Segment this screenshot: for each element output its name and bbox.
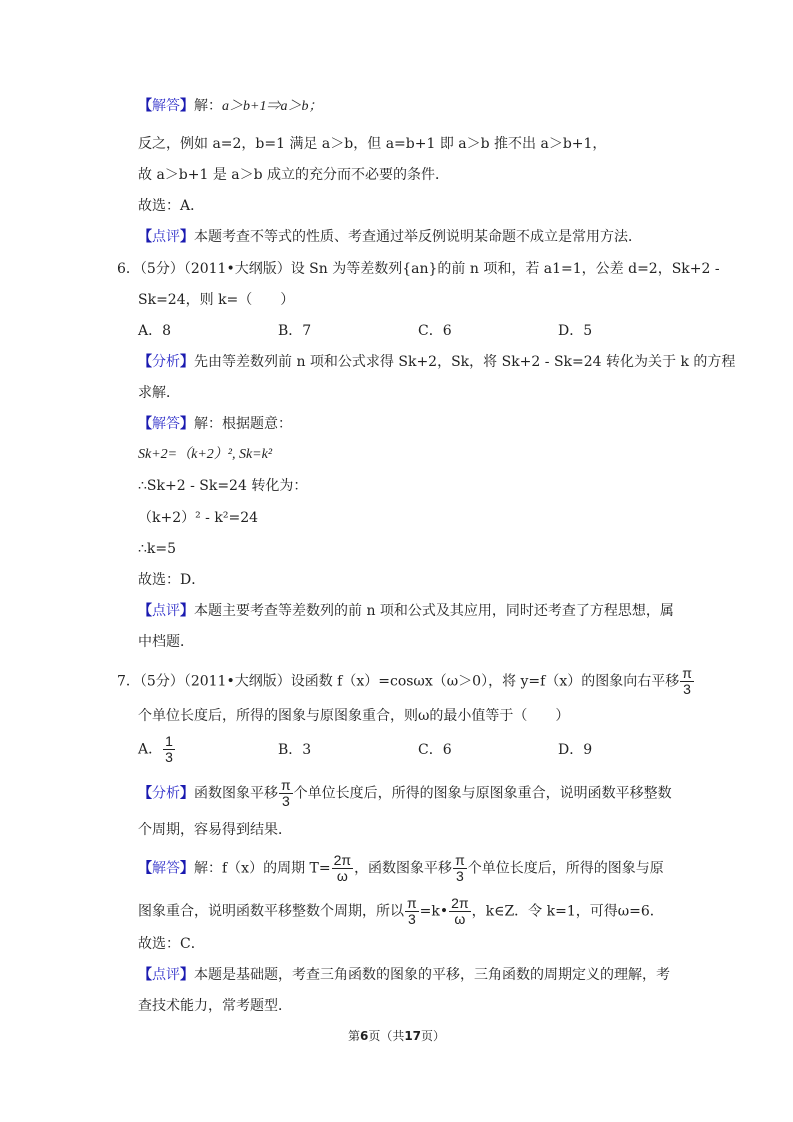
option-a[interactable]: A．8 — [138, 323, 172, 339]
q6-step4: ∴k=5 — [138, 541, 177, 557]
q7-answer-line2: 图象重合，说明函数平移整数个周期，所以 $\frac{\pi}{3}$ =k• $\frac{2\pi}{\omega}$ ，k∈Z．令 k=1，可得ω=6． — [138, 895, 664, 927]
q7-options — [138, 734, 698, 765]
page-total: 17 — [404, 1029, 422, 1043]
q6-answer: 【解答】解：根据题意： — [138, 416, 292, 432]
q5-answer-line: 【解答】解：a＞b+1⇒a＞b； — [138, 98, 323, 114]
answer-tag: 解答 — [152, 98, 180, 114]
q6-analysis-line2: 求解． — [138, 385, 180, 401]
q6-comment-line2: 中档题． — [138, 634, 194, 650]
q6-step2: ∴Sk+2 - Sk=24 转化为： — [138, 478, 308, 494]
q7-comment: 【点评】本题是基础题，考查三角函数的图象的平移，三角函数的周期定义的理解，考 — [138, 967, 670, 983]
page-footer: 第6页（共17页） — [347, 1029, 446, 1043]
q5-comment: 【点评】本题考查不等式的性质、考查通过举反例说明某命题不成立是常用方法． — [138, 229, 642, 245]
analysis-tag: 分析 — [152, 785, 180, 802]
option-d[interactable]: D．9 — [558, 741, 593, 758]
q5-choice: 故选：A． — [138, 198, 205, 214]
q6-analysis: 【分析】先由等差数列前 n 项和公式求得 Sk+2，Sk，将 Sk+2 - Sk=24 转化为关于 k 的方程 — [138, 354, 736, 370]
question-number: 7． — [117, 673, 140, 690]
q5-line2: 反之，例如 a=2，b=1 满足 a＞b，但 a=b+1 即 a＞b 推不出 a＞b+1， — [138, 136, 607, 152]
q7-stem-line1: 7．（5分）（2011•大纲版）设函数 f（x）=cosωx（ω＞0），将 y=f（x）的图象向右平移 $\frac{\pi}{3}$ — [117, 665, 692, 697]
comment-tag: 点评 — [152, 603, 180, 619]
comment-tag: 点评 — [152, 967, 180, 983]
option-b[interactable]: B．7 — [278, 323, 312, 339]
option-d[interactable]: D．5 — [558, 323, 593, 339]
q7-comment-line2: 查技术能力，常考题型． — [138, 998, 292, 1014]
q6-stem-line1: 6．（5分）（2011•大纲版）设 Sn 为等差数列{an}的前 n 项和，若 a1=1，公差 d=2，Sk+2 - — [117, 261, 720, 277]
q6-step3: （k+2）² - k²=24 — [138, 510, 259, 526]
fraction: $\frac{\pi}{3}$ — [682, 665, 692, 697]
q7-analysis: 【分析】函数图象平移 $\frac{\pi}{3}$ 个单位长度后，所得的图象与原图象重合，说明函数平移整数 — [138, 777, 672, 809]
q7-analysis-line2: 个周期，容易得到结果． — [138, 822, 292, 838]
q7-choice: 故选：C． — [138, 936, 205, 952]
page-number: 6 — [359, 1029, 369, 1043]
answer-tag: 解答 — [152, 416, 180, 432]
option-b[interactable]: B．3 — [278, 741, 312, 758]
q7-answer: 【解答】解：f（x）的周期 T= $\frac{2\pi}{\omega}$ ，函数图象平移 $\frac{\pi}{3}$ 个单位长度后，所得的图象与原 — [138, 852, 664, 884]
q7-stem-line2: 个单位长度后，所得的图象与原图象重合，则ω的最小值等于（ ） — [138, 708, 570, 724]
q6-stem-line2: Sk=24，则 k=（ ） — [138, 292, 295, 308]
option-a[interactable]: A． $\frac{1}{3}$ — [138, 733, 173, 765]
answer-tag: 解答 — [152, 860, 180, 877]
q6-choice: 故选：D． — [138, 572, 206, 588]
comment-tag: 点评 — [152, 229, 180, 245]
option-c[interactable]: C．6 — [418, 741, 452, 758]
q5-line3: 故 a＞b+1 是 a＞b 成立的充分而不必要的条件． — [138, 167, 450, 183]
q6-comment: 【点评】本题主要考查等差数列的前 n 项和公式及其应用，同时还考查了方程思想，属 — [138, 603, 674, 619]
q6-step1: Sk+2=（k+2）², Sk=k² — [138, 447, 273, 462]
analysis-tag: 分析 — [152, 354, 180, 370]
question-number: 6． — [117, 261, 140, 277]
q6-options — [138, 322, 698, 340]
option-c[interactable]: C．6 — [418, 323, 452, 339]
